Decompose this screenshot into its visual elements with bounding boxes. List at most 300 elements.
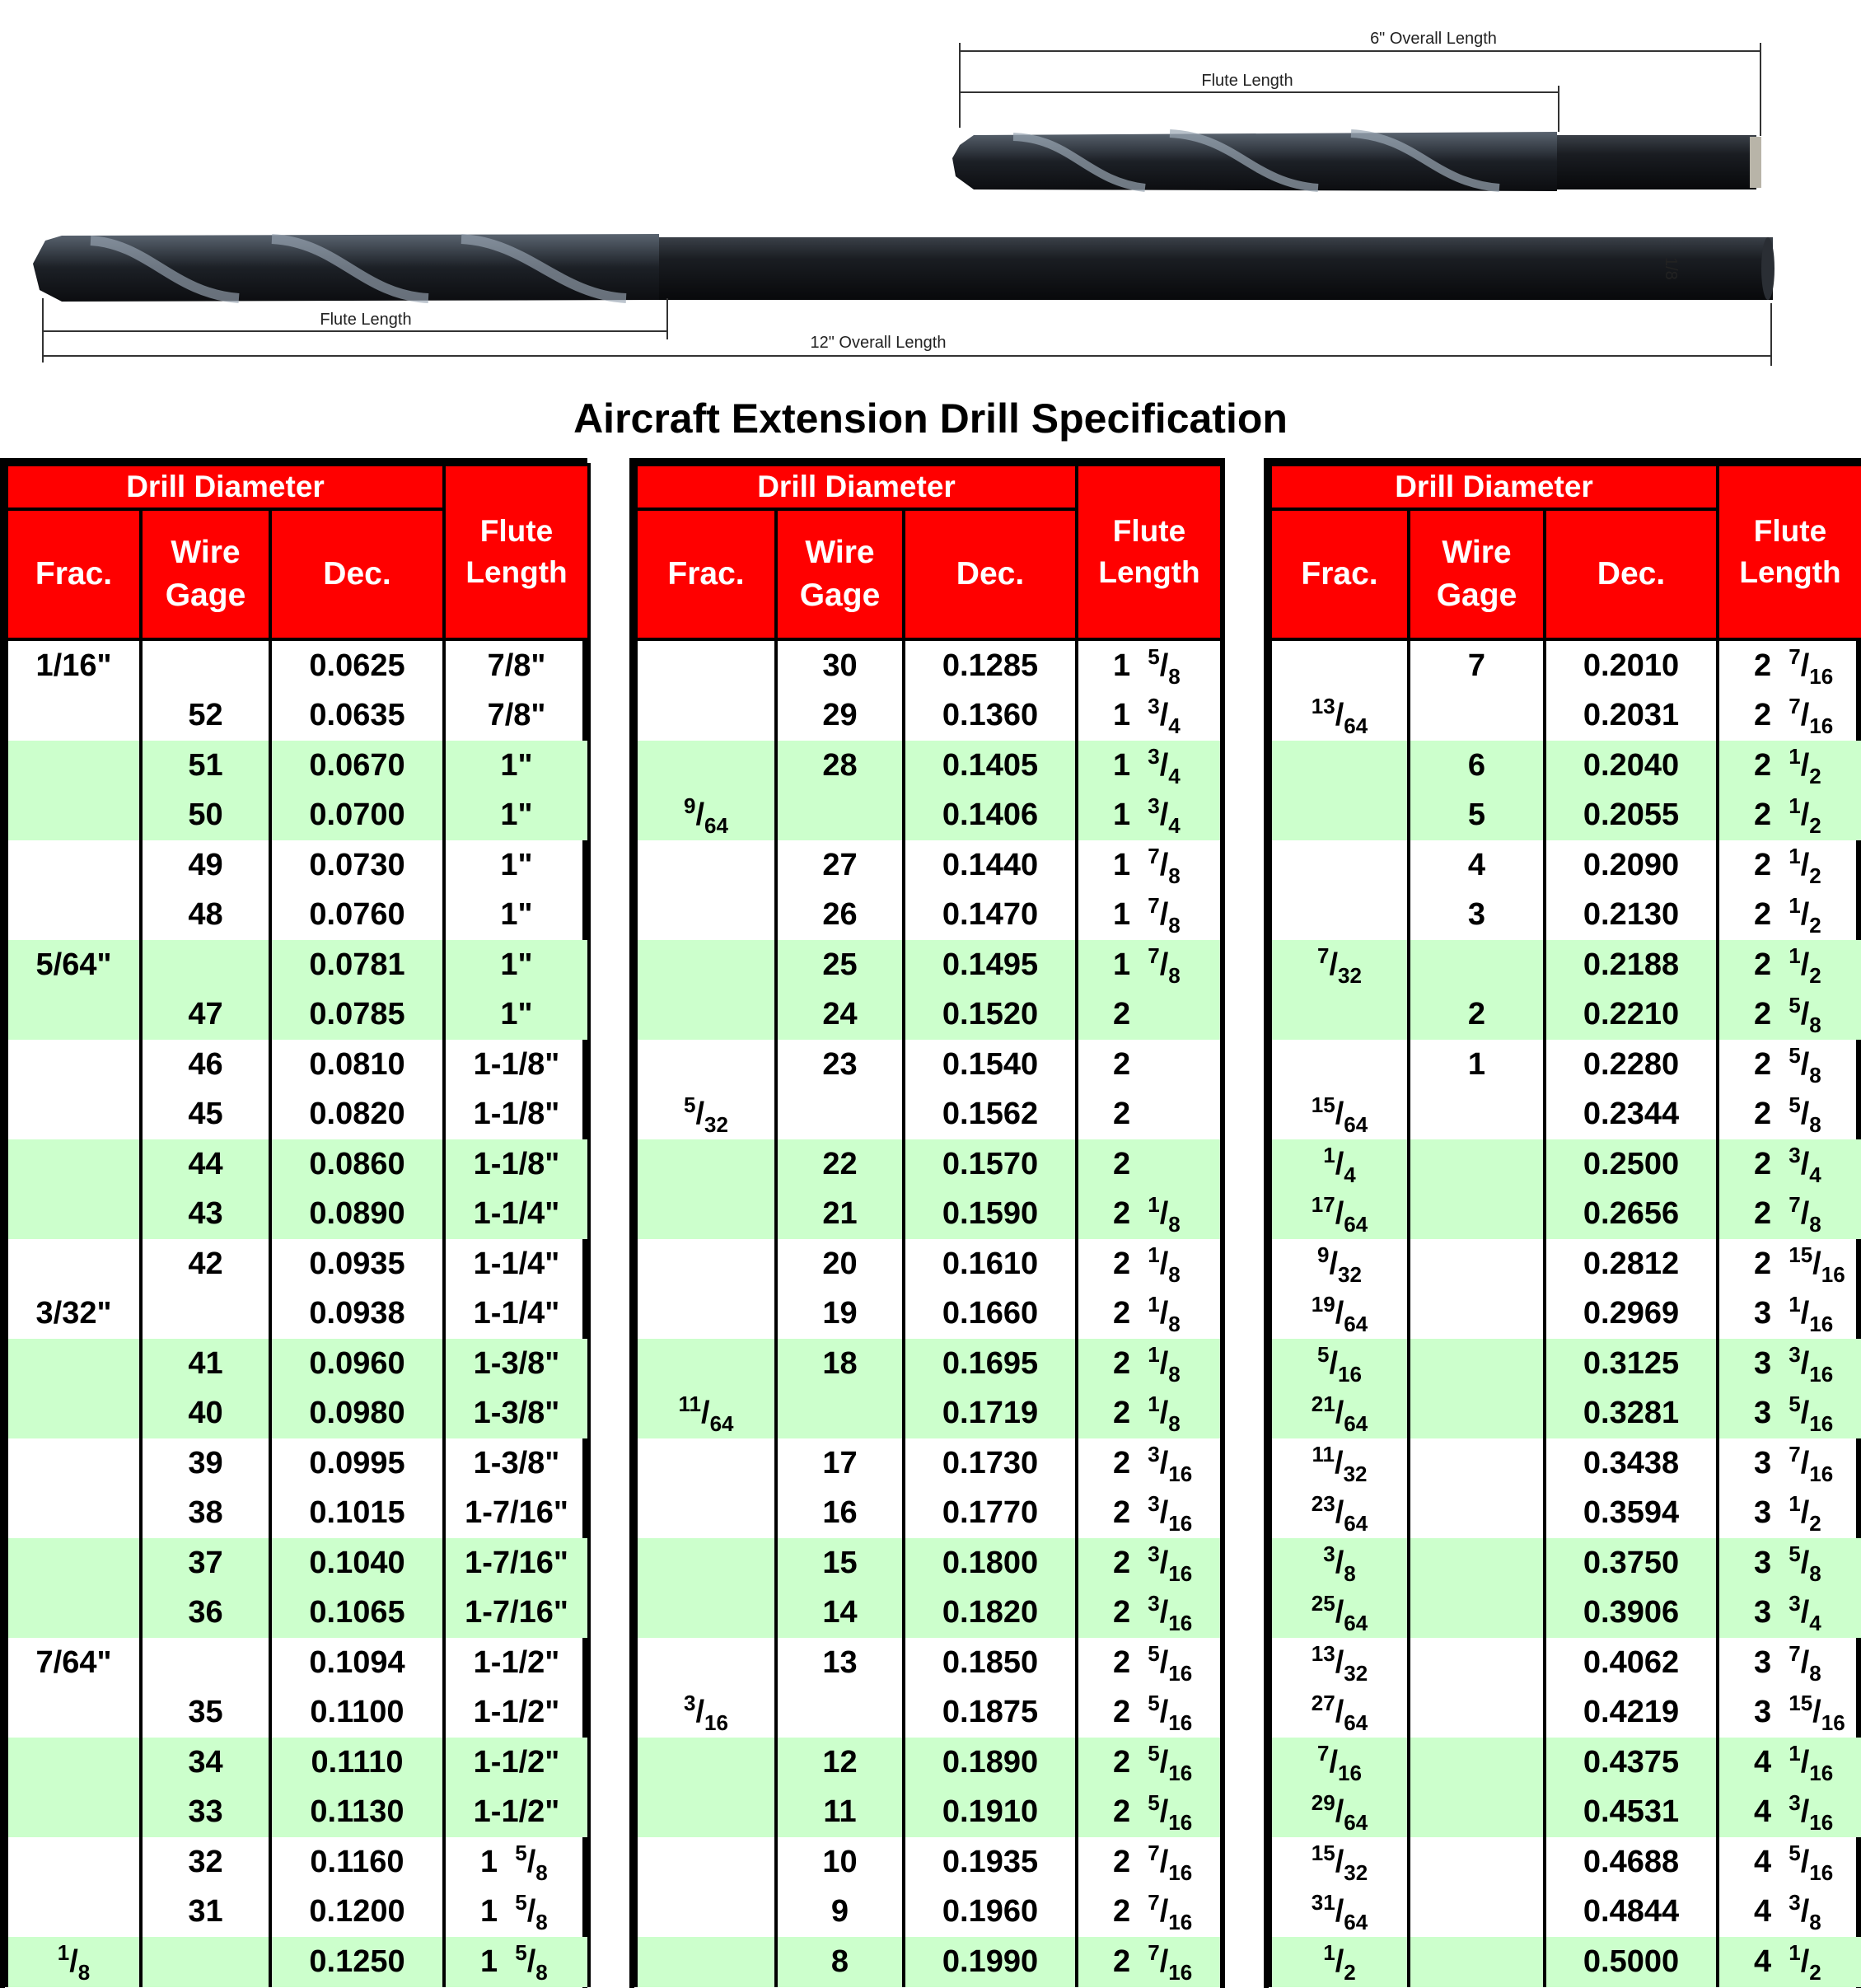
shank-marking: 1/8 — [1662, 257, 1680, 280]
frac-cell — [1270, 891, 1409, 941]
frac-cell — [636, 891, 776, 941]
decimal-cell: 0.0635 — [270, 691, 444, 741]
denominator: 32 — [1338, 1261, 1362, 1287]
wire-gage-cell — [1409, 1738, 1545, 1788]
fraction-slash: / — [1159, 698, 1169, 733]
numerator: 7 — [1789, 694, 1801, 719]
flute-length-cell — [1718, 1190, 1861, 1240]
fraction-slash: / — [1159, 1396, 1169, 1431]
table-row — [1270, 1937, 1861, 1987]
flute-length-cell: 1-1/8" — [444, 1139, 589, 1190]
numerator: 1 — [1148, 1341, 1160, 1367]
flute-length-cell: 1" — [444, 741, 589, 791]
table-row — [1270, 1588, 1861, 1639]
wire-gage-cell: 50 — [141, 791, 270, 841]
flute-length-cell — [1718, 691, 1861, 741]
numerator: 1 — [1323, 1939, 1335, 1965]
numerator: 3 — [1789, 1341, 1801, 1367]
whole-number: 3 — [1754, 1595, 1789, 1630]
denominator: 64 — [1344, 1611, 1368, 1636]
numerator: 3 — [1148, 1491, 1160, 1517]
frac-cell — [636, 1588, 776, 1639]
wire-gage-cell: 2 — [1409, 990, 1545, 1041]
table-row — [7, 1090, 589, 1140]
wire-gage-cell: 47 — [141, 990, 270, 1041]
table-row — [636, 1788, 1222, 1838]
frac-cell — [636, 691, 776, 741]
numerator: 5 — [1789, 1042, 1801, 1068]
numerator: 1 — [1789, 743, 1801, 769]
numerator: 5 — [1317, 1341, 1330, 1367]
decimal-cell: 0.2656 — [1545, 1190, 1718, 1240]
whole-number: 2 — [1754, 847, 1789, 882]
fraction-slash: / — [1800, 1046, 1810, 1082]
frac-cell — [1270, 1837, 1409, 1887]
frac-cell — [636, 1438, 776, 1489]
wire-gage-cell — [1409, 1090, 1545, 1140]
frac-cell — [1270, 1738, 1409, 1788]
page-title: Aircraft Extension Drill Specification — [573, 395, 1288, 442]
frac-cell — [7, 840, 141, 891]
flute-length-cell: 1-1/4" — [444, 1239, 589, 1289]
wire-gage-header — [1409, 509, 1545, 639]
whole-number: 1 — [1113, 847, 1148, 882]
table-row — [7, 1538, 589, 1588]
decimal-cell: 0.1470 — [904, 891, 1077, 941]
decimal-cell: 0.5000 — [1545, 1937, 1718, 1987]
fraction-slash: / — [695, 1695, 705, 1730]
denominator: 16 — [704, 1710, 728, 1736]
table-row — [1270, 1289, 1861, 1340]
denominator: 4 — [1809, 1611, 1821, 1636]
flute-length-cell — [1718, 1638, 1861, 1688]
decimal-cell: 0.0820 — [270, 1090, 444, 1140]
denominator: 8 — [1809, 1910, 1821, 1935]
wire-gage-cell: 20 — [776, 1239, 904, 1289]
wire-gage-cell — [141, 1289, 270, 1340]
denominator: 16 — [1821, 1710, 1845, 1736]
wire-gage-cell: 30 — [776, 639, 904, 691]
whole-number: 3 — [1754, 1545, 1789, 1580]
decimal-cell: 0.4219 — [1545, 1688, 1718, 1738]
decimal-cell: 0.3750 — [1545, 1538, 1718, 1588]
table-row — [1270, 691, 1861, 741]
flute-length-cell — [1077, 940, 1222, 990]
flute-length-cell — [1718, 1937, 1861, 1987]
wire-gage-cell — [1409, 1289, 1545, 1340]
table-row — [1270, 940, 1861, 990]
table-row — [636, 691, 1222, 741]
fraction-slash: / — [526, 1894, 536, 1930]
wire-gage-cell — [776, 791, 904, 841]
denominator: 16 — [1809, 1810, 1834, 1836]
frac-cell — [7, 1139, 141, 1190]
table-row — [7, 639, 589, 691]
fraction-slash: / — [1159, 1445, 1169, 1480]
wire-gage-header-line2: Gage — [799, 578, 881, 613]
denominator: 8 — [1168, 1361, 1181, 1387]
decimal-cell: 0.1520 — [904, 990, 1077, 1041]
denominator: 2 — [1809, 962, 1821, 988]
numerator: 17 — [1311, 1192, 1335, 1218]
decimal-cell: 0.1405 — [904, 741, 1077, 791]
fraction-slash: / — [1329, 1744, 1339, 1780]
wire-gage-cell: 25 — [776, 940, 904, 990]
table-row — [1270, 1738, 1861, 1788]
fraction-slash: / — [1800, 1296, 1810, 1331]
frac-cell — [1270, 1438, 1409, 1489]
decimal-cell: 0.0938 — [270, 1289, 444, 1340]
decimal-cell: 0.2969 — [1545, 1289, 1718, 1340]
fraction-slash: / — [526, 1844, 536, 1879]
frac-cell — [636, 1190, 776, 1240]
frac-cell — [1270, 1887, 1409, 1938]
flute-length-cell — [1718, 1040, 1861, 1090]
flute-length-header-line1: Flute — [1753, 514, 1827, 548]
table-row — [7, 1389, 589, 1439]
denominator: 8 — [1168, 1261, 1181, 1287]
denominator: 8 — [535, 1959, 548, 1985]
table-row — [7, 691, 589, 741]
wire-gage-cell — [141, 639, 270, 691]
whole-number: 2 — [1113, 1944, 1148, 1979]
frac-cell — [636, 1688, 776, 1738]
flute-length-cell — [444, 1937, 589, 1987]
whole-number: 2 — [1754, 798, 1789, 833]
decimal-cell: 0.2344 — [1545, 1090, 1718, 1140]
denominator: 16 — [1168, 1859, 1193, 1885]
decimal-cell: 0.1610 — [904, 1239, 1077, 1289]
table-row — [636, 1688, 1222, 1738]
denominator: 64 — [1344, 1212, 1368, 1237]
whole-number: 2 — [1113, 1196, 1148, 1232]
spec-table-2 — [629, 458, 1225, 1988]
decimal-cell: 0.1719 — [904, 1389, 1077, 1439]
fraction-slash: / — [1800, 1196, 1810, 1232]
decimal-cell: 0.2055 — [1545, 791, 1718, 841]
frac-cell — [636, 639, 776, 691]
wire-gage-cell: 36 — [141, 1588, 270, 1639]
denominator: 32 — [1343, 1461, 1368, 1486]
decimal-cell: 0.2130 — [1545, 891, 1718, 941]
decimal-cell: 0.2210 — [1545, 990, 1718, 1041]
whole-number: 2 — [1754, 997, 1789, 1032]
flute-length-cell — [1077, 1937, 1222, 1987]
numerator: 3 — [1789, 1591, 1801, 1616]
wire-gage-cell — [1409, 1438, 1545, 1489]
table-row — [7, 1489, 589, 1539]
flute-length-cell — [1077, 1738, 1222, 1788]
decimal-cell: 0.0781 — [270, 940, 444, 990]
short-overall-label: 6" Overall Length — [1370, 30, 1497, 48]
numerator: 1 — [1323, 1142, 1335, 1167]
frac-cell — [7, 1489, 141, 1539]
flute-length-cell: 1-3/8" — [444, 1339, 589, 1389]
wire-gage-cell: 5 — [1409, 791, 1545, 841]
flute-length-cell: 1" — [444, 791, 589, 841]
flute-length-cell — [1718, 940, 1861, 990]
wire-gage-cell: 1 — [1409, 1040, 1545, 1090]
frac-cell — [636, 1339, 776, 1389]
denominator: 16 — [1809, 713, 1834, 739]
denominator: 64 — [1344, 1312, 1368, 1337]
numerator: 7 — [1789, 1441, 1801, 1466]
decimal-cell: 0.2031 — [1545, 691, 1718, 741]
whole-number: 3 — [1754, 1495, 1789, 1531]
flute-length-cell: 1-1/2" — [444, 1638, 589, 1688]
frac-cell — [7, 1438, 141, 1489]
table-row — [636, 1289, 1222, 1340]
frac-cell — [7, 741, 141, 791]
flute-length-cell — [1077, 1190, 1222, 1240]
denominator: 8 — [1168, 962, 1181, 988]
numerator: 1 — [1789, 1740, 1801, 1766]
wire-gage-header-line1: Wire — [1442, 535, 1512, 570]
fraction-slash: / — [1159, 897, 1169, 933]
flute-length-cell — [1718, 1688, 1861, 1738]
decimal-cell: 0.3438 — [1545, 1438, 1718, 1489]
frac-cell — [7, 1040, 141, 1090]
decimal-cell: 0.2090 — [1545, 840, 1718, 891]
numerator: 5 — [1789, 1840, 1801, 1865]
frac-cell: 5/64" — [7, 940, 141, 990]
denominator: 8 — [1809, 1013, 1821, 1038]
table-row — [636, 1389, 1222, 1439]
numerator: 13 — [1311, 1640, 1335, 1666]
whole-number: 2 — [1754, 1097, 1789, 1132]
wire-gage-cell: 26 — [776, 891, 904, 941]
denominator: 64 — [1344, 1112, 1368, 1138]
flute-length-cell — [1718, 791, 1861, 841]
denominator: 8 — [535, 1910, 548, 1935]
decimal-cell: 0.0860 — [270, 1139, 444, 1190]
denominator: 16 — [1168, 1611, 1193, 1636]
fraction-slash: / — [1800, 1644, 1810, 1680]
flute-length-cell — [1077, 791, 1222, 841]
flute-length-cell — [1718, 1090, 1861, 1140]
decimal-cell: 0.0995 — [270, 1438, 444, 1489]
decimal-cell: 0.3125 — [1545, 1339, 1718, 1389]
decimal-cell: 0.1110 — [270, 1738, 444, 1788]
whole-number: 2 — [1754, 897, 1789, 933]
flute-length-cell — [1077, 1887, 1222, 1938]
wire-gage-cell — [1409, 1688, 1545, 1738]
flute-length-header-line2: Length — [1098, 555, 1200, 589]
denominator: 16 — [1168, 1710, 1193, 1736]
wire-gage-cell: 15 — [776, 1538, 904, 1588]
wire-gage-cell — [776, 1090, 904, 1140]
frac-cell — [7, 1190, 141, 1240]
table-row — [1270, 1139, 1861, 1190]
flute-length-cell — [1077, 1239, 1222, 1289]
flute-length-cell — [1077, 1389, 1222, 1439]
decimal-cell: 0.0700 — [270, 791, 444, 841]
numerator: 7 — [1148, 1840, 1160, 1865]
wire-gage-cell: 6 — [1409, 741, 1545, 791]
table-row — [7, 891, 589, 941]
decimal-cell: 0.2040 — [1545, 741, 1718, 791]
table-row — [636, 791, 1222, 841]
decimal-cell: 0.0785 — [270, 990, 444, 1041]
fraction-slash: / — [701, 1396, 710, 1431]
whole-number: 4 — [1754, 1894, 1789, 1930]
frac-cell — [1270, 940, 1409, 990]
fraction-slash: / — [1800, 947, 1810, 982]
fraction-slash: / — [1800, 1944, 1810, 1979]
flute-length-cell — [1718, 1438, 1861, 1489]
numerator: 19 — [1311, 1292, 1335, 1317]
numerator: 3 — [1148, 694, 1160, 719]
denominator: 16 — [1809, 663, 1834, 689]
decimal-cell: 0.4531 — [1545, 1788, 1718, 1838]
fraction-slash: / — [1800, 1894, 1810, 1930]
decimal-cell: 0.0625 — [270, 639, 444, 691]
frac-cell — [636, 1139, 776, 1190]
denominator: 16 — [1168, 1461, 1193, 1486]
decimal-cell: 0.1875 — [904, 1688, 1077, 1738]
fraction-slash: / — [1800, 1545, 1810, 1580]
wire-gage-cell — [776, 1389, 904, 1439]
decimal-cell: 0.1065 — [270, 1588, 444, 1639]
fraction-slash: / — [1800, 847, 1810, 882]
frac-cell — [7, 1837, 141, 1887]
spec-table — [5, 463, 591, 1987]
wire-gage-header-line2: Gage — [1436, 578, 1517, 613]
frac-cell — [7, 1887, 141, 1938]
decimal-cell: 0.1250 — [270, 1937, 444, 1987]
denominator: 64 — [704, 813, 728, 839]
whole-number: 1 — [480, 1944, 516, 1979]
whole-number: 2 — [1113, 1844, 1148, 1879]
decimal-cell: 0.4844 — [1545, 1887, 1718, 1938]
wire-gage-cell: 18 — [776, 1339, 904, 1389]
fraction-slash: / — [69, 1944, 78, 1979]
whole-number: 2 — [1113, 1396, 1148, 1431]
table-row — [1270, 1190, 1861, 1240]
wire-gage-cell: 16 — [776, 1489, 904, 1539]
frac-cell: 1/16" — [7, 639, 141, 691]
flute-length-cell: 1-7/16" — [444, 1538, 589, 1588]
numerator: 1 — [1789, 1491, 1801, 1517]
fraction-slash: / — [1159, 1246, 1169, 1281]
frac-cell — [1270, 639, 1409, 691]
fraction-slash: / — [1159, 1794, 1169, 1830]
flute-length-cell: 1-7/16" — [444, 1588, 589, 1639]
wire-gage-cell: 10 — [776, 1837, 904, 1887]
decimal-cell: 0.1935 — [904, 1837, 1077, 1887]
decimal-cell: 0.1130 — [270, 1788, 444, 1838]
frac-cell — [636, 1389, 776, 1439]
drill-diameter-header: Drill Diameter — [1270, 465, 1718, 509]
denominator: 16 — [1809, 1312, 1834, 1337]
table-row — [7, 1588, 589, 1639]
table-row — [7, 1638, 589, 1688]
numerator: 5 — [515, 1939, 527, 1965]
flute-length-cell: 1-1/4" — [444, 1289, 589, 1340]
fraction-slash: / — [1335, 1196, 1344, 1232]
fraction-slash: / — [1159, 1944, 1169, 1979]
table-row — [1270, 1538, 1861, 1588]
denominator: 8 — [1168, 663, 1181, 689]
denominator: 32 — [1338, 962, 1362, 988]
wire-gage-cell: 27 — [776, 840, 904, 891]
whole-number: 2 — [1754, 648, 1789, 683]
flute-length-cell — [1077, 840, 1222, 891]
fraction-slash: / — [1800, 1396, 1810, 1431]
denominator: 2 — [1809, 863, 1821, 888]
decimal-cell: 0.1730 — [904, 1438, 1077, 1489]
spec-table-3 — [1264, 458, 1861, 1988]
whole-number: 4 — [1754, 1744, 1789, 1780]
frac-cell — [1270, 1489, 1409, 1539]
fraction-slash: / — [1800, 698, 1810, 733]
flute-length-cell — [1718, 1239, 1861, 1289]
denominator: 8 — [1168, 1312, 1181, 1337]
wire-gage-cell: 45 — [141, 1090, 270, 1140]
table-row — [1270, 741, 1861, 791]
flute-length-cell: 1-3/8" — [444, 1389, 589, 1439]
decimal-cell: 0.1850 — [904, 1638, 1077, 1688]
table-row — [7, 1937, 589, 1987]
table-row — [1270, 1040, 1861, 1090]
frac-cell — [636, 990, 776, 1041]
wire-gage-cell — [1409, 1837, 1545, 1887]
denominator: 4 — [1168, 763, 1181, 788]
fraction-slash: / — [1159, 1744, 1169, 1780]
table-row — [636, 1837, 1222, 1887]
decimal-cell: 0.3594 — [1545, 1489, 1718, 1539]
denominator: 32 — [1344, 1660, 1368, 1686]
decimal-cell: 0.2500 — [1545, 1139, 1718, 1190]
denominator: 4 — [1168, 713, 1181, 739]
decimal-cell: 0.4688 — [1545, 1837, 1718, 1887]
wire-gage-cell: 9 — [776, 1887, 904, 1938]
flute-length-cell — [1718, 1489, 1861, 1539]
frac-cell — [636, 1289, 776, 1340]
frac-cell — [1270, 1339, 1409, 1389]
flute-length-cell — [1077, 1289, 1222, 1340]
wire-gage-cell: 14 — [776, 1588, 904, 1639]
whole-number: 2 — [1113, 1644, 1148, 1680]
table-row — [7, 840, 589, 891]
fraction-slash: / — [1800, 747, 1810, 783]
numerator: 1 — [1789, 1939, 1801, 1965]
flute-length-cell: 1" — [444, 840, 589, 891]
fraction-slash: / — [1800, 1495, 1810, 1531]
whole-number: 2 — [1113, 1744, 1148, 1780]
frac-cell — [1270, 840, 1409, 891]
numerator: 3 — [1148, 743, 1160, 769]
fraction-slash: / — [1800, 897, 1810, 933]
flute-length-cell — [1718, 1837, 1861, 1887]
fraction-slash: / — [1335, 1595, 1344, 1630]
decimal-cell: 0.1160 — [270, 1837, 444, 1887]
denominator: 8 — [1809, 1560, 1821, 1586]
decimal-cell: 0.0890 — [270, 1190, 444, 1240]
table-row — [636, 1090, 1222, 1140]
numerator: 27 — [1311, 1691, 1335, 1716]
frac-cell — [636, 1788, 776, 1838]
whole-number: 2 — [1113, 1146, 1131, 1181]
frac-cell — [1270, 1389, 1409, 1439]
table-row — [7, 1887, 589, 1938]
wire-gage-cell: 51 — [141, 741, 270, 791]
table-row — [636, 940, 1222, 990]
fraction-slash: / — [1159, 1495, 1169, 1531]
numerator: 3 — [1148, 793, 1160, 819]
flute-length-header-line1: Flute — [1112, 514, 1186, 548]
wire-gage-cell: 21 — [776, 1190, 904, 1240]
